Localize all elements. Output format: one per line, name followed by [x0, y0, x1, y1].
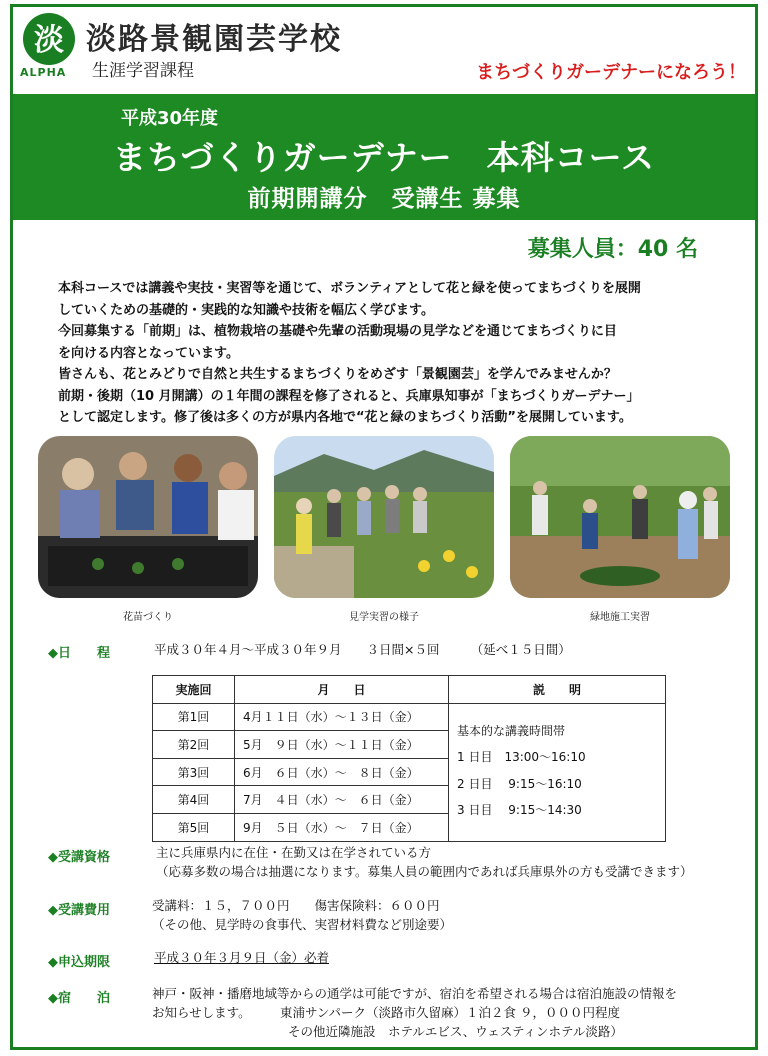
lodging-facility: その他近隣施設 ホテルエビス、ウェスティンホテル淡路）: [288, 1024, 623, 1039]
intro-line: 皆さんも、花とみどりで自然と共生するまちづくりをめざす「景観園芸」を学んでみませんか？: [58, 367, 617, 382]
description-line: 1 日目 13:00～16:10: [457, 750, 586, 765]
school-name: 淡路景観園芸学校: [86, 22, 342, 57]
qualification-note: （応募多数の場合は抽選になります。募集人員の範囲内であれば兵庫県外の方も受講できます）: [156, 864, 693, 879]
photo-caption: 緑地施工実習: [590, 612, 650, 623]
schedule-description: [449, 703, 666, 841]
banner-title: まちづくりガーデナー 本科コース: [112, 138, 656, 177]
description-line: 3 日目 9:15～14:30: [457, 803, 582, 818]
fee-line: 受講料：１５，７００円 傷害保険料：６００円: [152, 898, 440, 913]
session-number: 第4回: [153, 786, 235, 814]
lodging-line: お知らせします。: [152, 1005, 251, 1020]
lodging-line: 神戸・阪神・播磨地域等からの通学は可能ですが、宿泊を希望される場合は宿泊施設の情報を: [152, 986, 678, 1001]
session-number: 第2回: [153, 731, 235, 759]
description-line: 基本的な講義時間帯: [457, 723, 566, 738]
banner-year: 平成30年度: [121, 108, 219, 129]
table-header-row: [153, 676, 666, 704]
photo-construction: [510, 436, 730, 598]
session-number: 第5回: [153, 813, 235, 841]
session-number: 第1回: [153, 703, 235, 731]
svg-text:淡: 淡: [34, 23, 64, 58]
logo-text: ALPHA: [20, 66, 67, 79]
recruit-count: 募集人員：40 名: [527, 237, 698, 262]
school-subtitle: 生涯学習課程: [92, 61, 194, 81]
slogan: まちづくりガーデナーになろう！: [476, 62, 746, 83]
table-header: 説 明: [449, 676, 666, 704]
qualification-line: 主に兵庫県内に在住・在勤又は在学されている方: [156, 845, 432, 860]
session-dates: 6月 ６日（水）～ ８日（金）: [235, 758, 449, 786]
intro-text: [58, 278, 738, 429]
table-header: 実施回: [153, 676, 235, 704]
description-line: 2 日目 9:15～16:10: [457, 776, 582, 791]
schedule-label: ◆日 程: [48, 646, 110, 661]
deadline-label: ◆申込期限: [48, 955, 110, 970]
title-banner: [13, 94, 755, 220]
intro-line: 今回募集する「前期」は、植物栽培の基礎や先輩の活動現場の見学などを通じてまちづくりに目: [58, 324, 617, 339]
intro-line: していくための基礎的・実践的な知識や技術を幅広く学びます。: [58, 302, 434, 318]
intro-line: 前期・後期（10 月開講）の１年間の課程を修了されると、兵庫県知事が「まちづくりガーデナー」: [58, 388, 640, 404]
intro-line: を向ける内容となっています。: [58, 345, 239, 361]
lodging-label: ◆宿 泊: [48, 991, 110, 1006]
school-logo-icon: [22, 12, 76, 66]
table-header: 月 日: [235, 676, 449, 704]
session-dates: 7月 ４日（水）～ ６日（金）: [235, 786, 449, 814]
photo-field-trip: [274, 436, 494, 598]
qualification-label: ◆受講資格: [48, 850, 110, 865]
fee-label: ◆受講費用: [48, 903, 110, 918]
session-number: 第3回: [153, 758, 235, 786]
photo-seedling: [38, 436, 258, 598]
schedule-table: [152, 675, 666, 842]
photo-caption: 花苗づくり: [123, 612, 173, 623]
intro-line: として認定します。修了後は多くの方が県内各地で“花と緑のまちづくり活動”を展開しています。: [58, 410, 632, 425]
banner-subtitle: 前期開講分 受講生 募集: [247, 186, 521, 212]
table-row: [153, 703, 666, 731]
photo-caption: 見学実習の様子: [349, 612, 419, 623]
deadline-text: 平成３０年３月９日（金）必着: [154, 950, 330, 965]
session-dates: 4月１１日（水）～１３日（金）: [235, 703, 449, 731]
schedule-text: 平成３０年４月～平成３０年９月 ３日間×５回 （延べ１５日間）: [154, 642, 571, 657]
session-dates: 9月 ５日（水）～ ７日（金）: [235, 813, 449, 841]
fee-note: （その他、見学時の食事代、実習材料費など別途要）: [152, 917, 453, 932]
intro-line: 本科コースでは講義や実技・実習等を通じて、ボランティアとして花と緑を使ってまちづくりを展開: [58, 281, 641, 296]
session-dates: 5月 ９日（水）～１１日（金）: [235, 731, 449, 759]
lodging-facility: 東浦サンパーク（淡路市久留麻）１泊２食 ９，０００円程度: [280, 1005, 620, 1020]
